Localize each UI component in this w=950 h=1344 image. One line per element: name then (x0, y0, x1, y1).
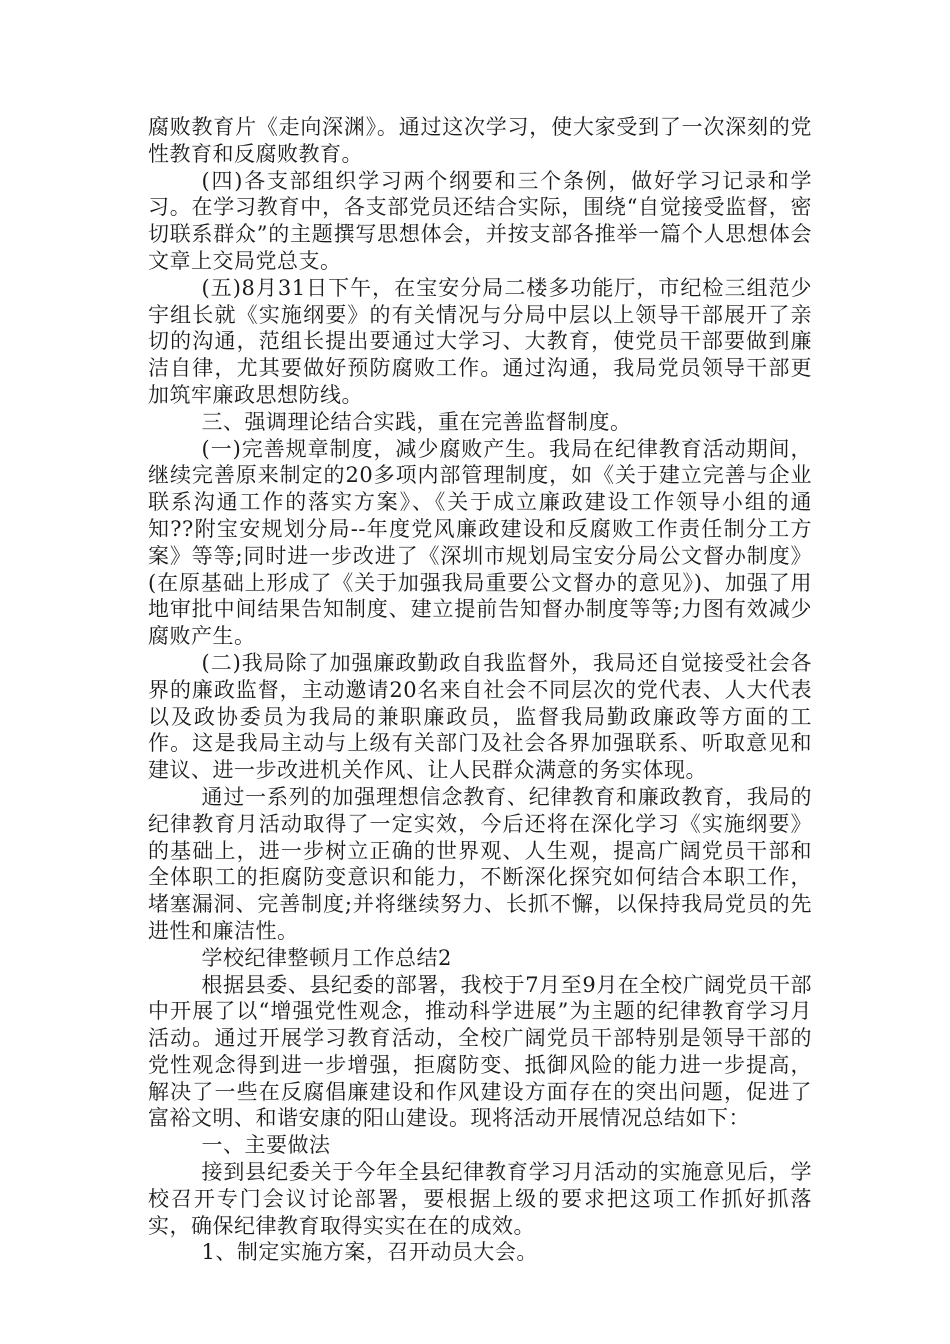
section-heading: 一、主要做法 (201, 1133, 331, 1158)
section-heading: 三、强调理论结合实践，重在完善监督制度。 (201, 409, 632, 434)
paragraph: 接到县纪委关于今年全县纪律教育学习月活动的实施意见后，学校召开专门会议讨论部署，要根据上级的要求把这项工作抓好抓落实，确保纪律教育取得实实在在的成效。 (148, 1160, 812, 1238)
paragraph: 通过一系列的加强理想信念教育、纪律教育和廉政教育，我局的纪律教育月活动取得了一定实效，今后还将在深化学习《实施纲要》的基础上，进一步树立正确的世界观、人生观，提高广阔党员干部和全体职工的拒腐防变意识和能力，不断深化探究如何结合本职工作，堵塞漏洞、完善制度;并将继续努力、长抓不懈，以保持我局党员的先进性和廉洁性。 (148, 784, 812, 943)
paragraph: 腐败教育片《走向深渊》。通过这次学习，使大家受到了一次深刻的党性教育和反腐败教育。 (148, 115, 812, 166)
sub-heading: 1、制定实施方案，召开动员大会。 (201, 1240, 538, 1265)
document-body (148, 114, 812, 1266)
paragraph: (二)我局除了加强廉政勤政自我监督外，我局还自觉接受社会各界的廉政监督，主动邀请20名来自社会不同层次的党代表、人大代表以及政协委员为我局的兼职廉政员，监督我局勤政廉政等方面的工作。这是我局主动与上级有关部门及社会各界加强联系、听取意见和建议、进一步改进机关作风、让人民群众满意的务实体现。 (148, 650, 812, 783)
paragraph: (一)完善规章制度，减少腐败产生。我局在纪律教育活动期间，继续完善原来制定的20多项内部管理制度，如《关于建立完善与企业联系沟通工作的落实方案》、《关于成立廉政建设工作领导小组的通知??附宝安规划分局--年度党风廉政建设和反腐败工作责任制分工方案》等等;同时进一步改进了《深圳市规划局宝安分局公文督办制度》(在原基础上形成了《关于加强我局重要公文督办的意见》)、加强了用地审批中间结果告知制度、建立提前告知督办制度等等;力图有效减少腐败产生。 (148, 436, 812, 649)
paragraph: (五)8月31日下午，在宝安分局二楼多功能厅，市纪检三组范少宇组长就《实施纲要》的有关情况与分局中层以上领导干部展开了亲切的沟通，范组长提出要通过大学习、大教育，使党员干部要做到廉洁自律，尤其要做好预防腐败工作。通过沟通，我局党员领导干部更加筑牢廉政思想防线。 (148, 275, 812, 407)
document-title: 学校纪律整顿月工作总结2 (201, 945, 452, 970)
paragraph: (四)各支部组织学习两个纲要和三个条例，做好学习记录和学习。在学习教育中，各支部党员还结合实际，围绕“自觉接受监督，密切联系群众”的主题撰写思想体会，并按支部各推举一篇个人思想体会文章上交局党总支。 (148, 168, 812, 273)
paragraph: 根据县委、县纪委的部署，我校于7月至9月在全校广阔党员干部中开展了以“增强党性观念，推动科学进展”为主题的纪律教育学习月活动。通过开展学习教育活动，全校广阔党员干部特别是领导干部的党性观念得到进一步增强，拒腐防变、抵御风险的能力进一步提高，解决了一些在反腐倡廉建设和作风建设方面存在的突出问题，促进了富裕文明、和谐安康的阳山建设。现将活动开展情况总结如下： (148, 972, 812, 1131)
